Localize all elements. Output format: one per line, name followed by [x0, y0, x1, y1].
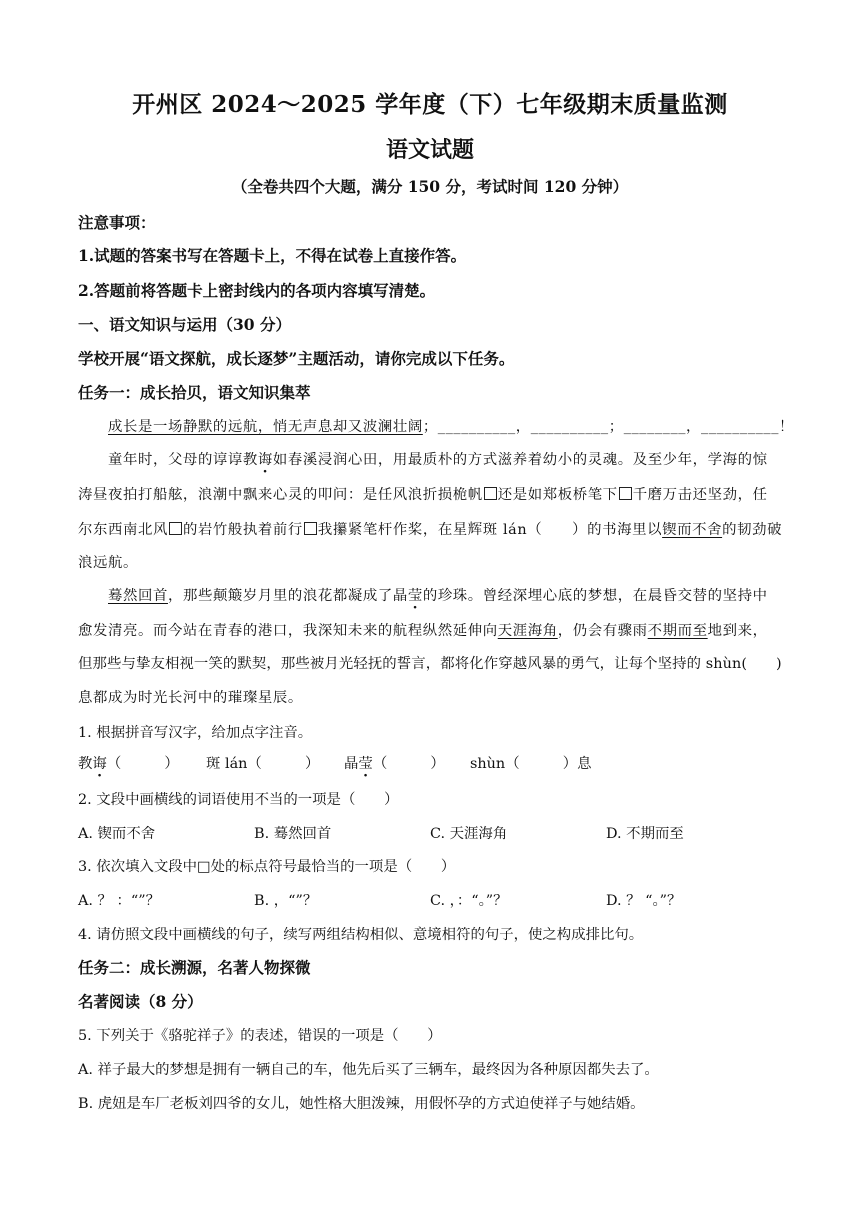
passage-line-8: 但那些与挚友相视一笑的默契，那些被月光轻抚的誓言，都将化作穿越风暴的勇气，让每个坚持的 shùn( ) [78, 656, 782, 672]
punct-box [169, 522, 182, 535]
passage-line-2 [108, 448, 808, 469]
text: 尔东西南北风 [78, 522, 168, 538]
text: 的岩竹般执着前行 [182, 522, 303, 538]
passage-line-4 [78, 518, 783, 539]
section1-heading: 一、语文知识与运用（30 分） [78, 315, 291, 334]
text: 晶 [344, 756, 359, 772]
question-1: 1. 根据拼音写汉字，给加点字注音。 [78, 725, 313, 741]
q5-option-b: B. 虎妞是车厂老板刘四爷的女儿，她性格大胆泼辣，用假怀孕的方式迫使祥子与她结婚。 [78, 1096, 645, 1112]
question-2: 2. 文段中画横线的词语使用不当的一项是（ ） [78, 792, 399, 808]
passage-line-3 [78, 483, 778, 504]
q1-item-b: 斑 lán（ ） [206, 756, 320, 772]
punct-box [619, 487, 632, 500]
passage-line-1 [108, 415, 808, 436]
dotted-char: 诲 [257, 452, 273, 468]
underlined-word: 蓦然回首 [108, 588, 168, 604]
text: 如春溪浸润心田，用最质朴的方式滋养着幼小的灵魂。及至少年，学海的惊 [272, 452, 768, 468]
section1-intro: 学校开展“语文探航，成长逐梦”主题活动，请你完成以下任务。 [78, 349, 515, 368]
text: 还是如郑板桥笔下 [497, 487, 618, 503]
text: 愈发清亮。而今站在青春的港口，我深知未来的航程纵然延伸向 [78, 623, 498, 639]
text: 教 [78, 756, 93, 772]
dotted-char: 莹 [358, 756, 373, 772]
punct-box [484, 487, 497, 500]
question-5: 5. 下列关于《骆驼祥子》的表述，错误的一项是（ ） [78, 1028, 442, 1044]
text: 我攥紧笔杆作桨，在星辉斑 lán（ ）的书海里以 [317, 522, 663, 538]
text: 的珍珠。曾经深埋心底的梦想，在晨昏交替的坚持中 [422, 588, 768, 604]
q3-option-c: C. ，：“。”？ [430, 893, 508, 909]
underlined-word: 不期而至 [647, 623, 708, 639]
notice-item-1: 1.试题的答案书写在答题卡上，不得在试卷上直接作答。 [78, 246, 467, 265]
underlined-word: 锲而不舍 [662, 522, 723, 538]
passage-line-6 [108, 584, 808, 605]
text: 涛昼夜拍打船舷，浪潮中飘来心灵的叩问：是任风浪折损桅帆 [78, 487, 483, 503]
q1-item-d: shùn（ ）息 [470, 756, 592, 772]
passage-line-5: 浪远航。 [78, 555, 138, 571]
q3-option-d: D. ？ “。”？ [606, 893, 682, 909]
underlined-sentence: 成长是一场静默的远航，悄无声息却又波澜壮阔 [108, 419, 423, 435]
text: 的韧劲破 [722, 522, 783, 538]
question-4: 4. 请仿照文段中画横线的句子，续写两组结构相似、意境相符的句子，使之构成排比句。 [78, 927, 644, 943]
q3-option-a: A. ？ ：“”？ [78, 893, 161, 909]
q1-item-c [344, 752, 445, 773]
question-3: 3. 依次填入文段中□处的标点符号最恰当的一项是（ ） [78, 859, 456, 875]
text: 童年时，父母的谆谆教 [108, 452, 258, 468]
exam-note: （全卷共四个大题，满分 150 分，考试时间 120 分钟） [231, 177, 629, 196]
task2-heading: 任务二：成长溯源，名著人物探微 [78, 958, 311, 977]
blank-sentences: ；__________，__________；________，__________！ [422, 419, 794, 435]
q2-option-a: A. 锲而不舍 [78, 826, 156, 842]
passage-line-9: 息都成为时光长河中的璀璨星辰。 [78, 690, 303, 706]
q2-option-b: B. 蓦然回首 [254, 826, 332, 842]
task1-heading: 任务一：成长拾贝，语文知识集萃 [78, 383, 311, 402]
q1-item-a [78, 752, 179, 773]
text: ，那些颠簸岁月里的浪花都凝成了晶 [167, 588, 408, 604]
text: ，仍会有骤雨 [557, 623, 648, 639]
text: （ ） [106, 756, 179, 772]
text: （ ） [372, 756, 445, 772]
exam-title: 开州区 2024～2025 学年度（下）七年级期末质量监测 [132, 91, 728, 118]
notice-item-2: 2.答题前将答题卡上密封线内的各项内容填写清楚。 [78, 281, 436, 300]
text: 地到来， [707, 623, 768, 639]
q3-option-b: B. ，“”？ [254, 893, 318, 909]
dotted-char: 莹 [407, 588, 423, 604]
dotted-char: 诲 [92, 756, 107, 772]
punct-box [304, 522, 317, 535]
reading-heading: 名著阅读（8 分） [78, 992, 203, 1011]
q5-option-a: A. 祥子最大的梦想是拥有一辆自己的车，他先后买了三辆车，最终因为各种原因都失去了。 [78, 1062, 659, 1078]
underlined-word: 天涯海角 [497, 623, 558, 639]
q2-option-d: D. 不期而至 [606, 826, 684, 842]
passage-line-7 [78, 619, 778, 640]
exam-subtitle: 语文试题 [385, 137, 474, 163]
q2-option-c: C. 天涯海角 [430, 826, 508, 842]
notice-heading: 注意事项： [78, 213, 156, 232]
text: 千磨万击还坚劲，任 [632, 487, 768, 503]
